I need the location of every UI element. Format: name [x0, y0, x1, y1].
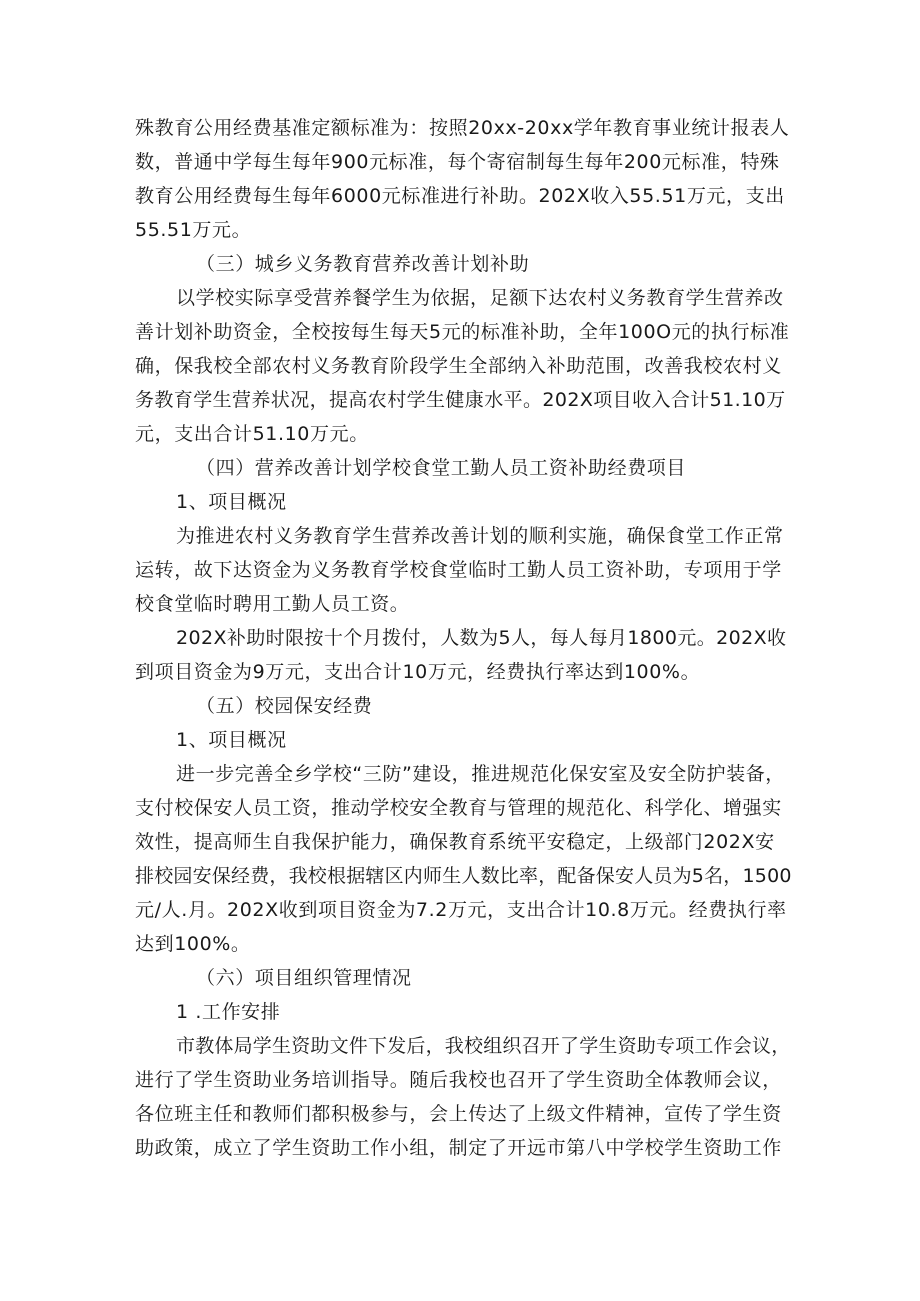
subsection-heading: 1 .工作安排 — [176, 1001, 281, 1023]
text-line: 效性，提高师生自我保护能力，确保教育系统平安稳定，上级部门202X安 — [135, 831, 775, 853]
text-line: 进行了学生资助业务培训指导。随后我校也召开了学生资助全体教师会议， — [135, 1069, 782, 1091]
subsection-heading: 1、项目概况 — [176, 729, 287, 751]
text-line: 元/人.月。202X收到项目资金为7.2万元，支出合计10.8万元。经费执行率 — [135, 899, 787, 921]
text-line: 元，支出合计51.10万元。 — [135, 423, 369, 445]
section-heading: （四）营养改善计划学校食堂工勤人员工资补助经费项目 — [196, 457, 687, 479]
text-line: 达到100%。 — [135, 933, 251, 955]
text-line: 运转，故下达资金为义务教育学校食堂临时工勤人员工资补助，专项用于学 — [135, 559, 782, 581]
section-heading: （五）校园保安经费 — [196, 695, 373, 717]
text-line: 支付校保安人员工资，推动学校安全教育与管理的规范化、科学化、增强实 — [135, 797, 782, 819]
text-line: 202X补助时限按十个月拨付，人数为5人，每人每月1800元。202X收 — [176, 627, 787, 649]
text-line: 到项目资金为9万元，支出合计10万元，经费执行率达到100%。 — [135, 661, 701, 683]
text-line: 数，普通中学每生每年900元标准，每个寄宿制每生每年200元标准，特殊 — [135, 151, 780, 173]
text-line: 55.51万元。 — [135, 219, 252, 241]
text-line: 校食堂临时聘用工勤人员工资。 — [135, 593, 410, 615]
text-line: 善计划补助资金，全校按每生每天5元的标准补助，全年100O元的执行标准 — [135, 321, 790, 343]
text-line: 排校园安保经费，我校根据辖区内师生人数比率，配备保安人员为5名，1500 — [135, 865, 792, 887]
text-line: 务教育学生营养状况，提高农村学生健康水平。202X项目收入合计51.10万 — [135, 389, 786, 411]
text-line: 市教体局学生资助文件下发后，我校组织召开了学生资助专项工作会议， — [176, 1035, 791, 1057]
section-heading: （三）城乡义务教育营养改善计划补助 — [196, 253, 530, 275]
subsection-heading: 1、项目概况 — [176, 491, 287, 513]
section-heading: （六）项目组织管理情况 — [196, 967, 412, 989]
text-line: 以学校实际享受营养餐学生为依据，足额下达农村义务教育学生营养改 — [176, 287, 784, 309]
text-line: 为推进农村义务教育学生营养改善计划的顺利实施，确保食堂工作正常 — [176, 525, 784, 547]
text-line: 进一步完善全乡学校“三防”建设，推进规范化保安室及安全防护装备， — [176, 763, 785, 785]
text-line: 殊教育公用经费基准定额标准为：按照20xx-20xx学年教育事业统计报表人 — [135, 117, 790, 139]
text-line: 各位班主任和教师们都积极参与，会上传达了上级文件精神，宣传了学生资 — [135, 1103, 782, 1125]
text-line: 教育公用经费每生每年6000元标准进行补助。202X收入55.51万元，支出 — [135, 185, 785, 207]
text-line: 确，保我校全部农村义务教育阶段学生全部纳入补助范围，改善我校农村义 — [135, 355, 782, 377]
text-line: 助政策，成立了学生资助工作小组，制定了开远市第八中学校学生资助工作 — [135, 1137, 782, 1159]
